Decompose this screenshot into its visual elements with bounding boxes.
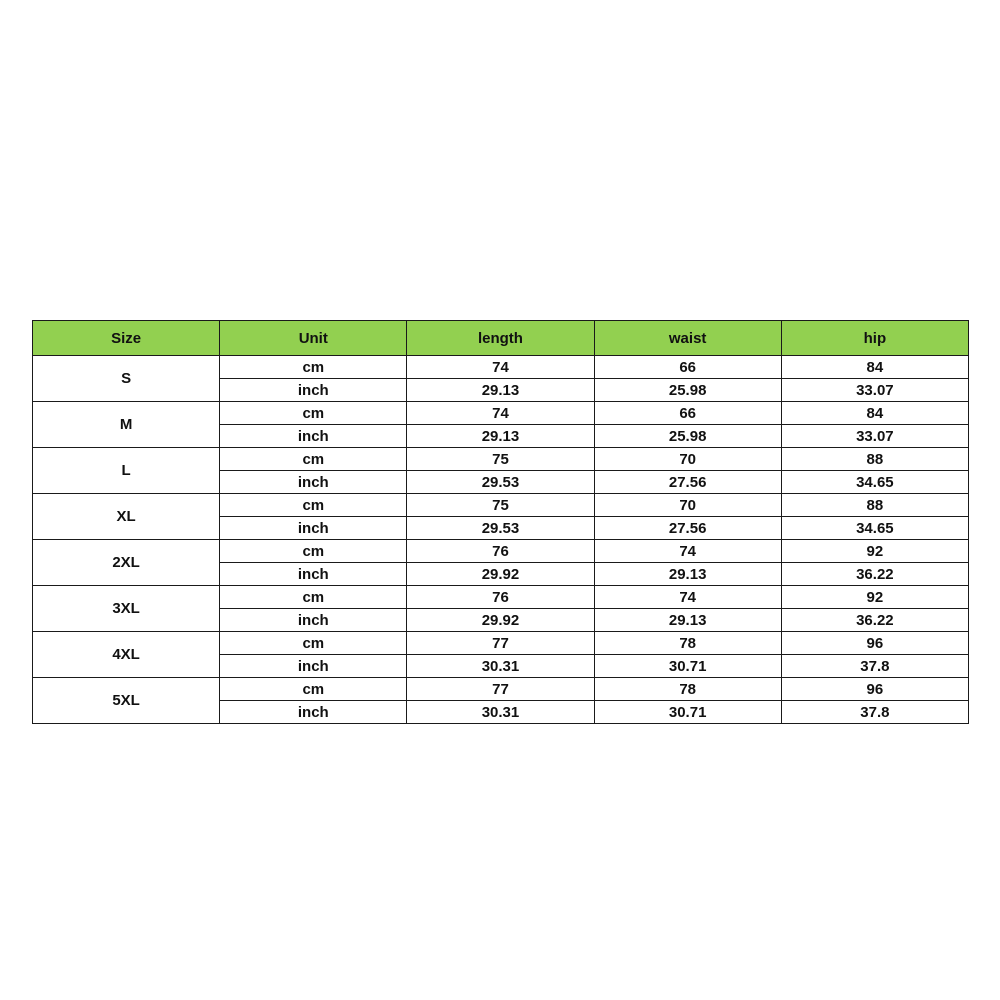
unit-cell: inch [220,563,407,586]
header-size: Size [33,321,220,356]
hip-cell: 36.22 [781,563,968,586]
size-cell: XL [33,494,220,540]
table-row [33,356,969,379]
table-row [33,632,969,655]
waist-cell: 74 [594,586,781,609]
table-row [33,678,969,701]
waist-cell: 27.56 [594,517,781,540]
length-cell: 75 [407,448,594,471]
size-cell: 5XL [33,678,220,724]
hip-cell: 92 [781,540,968,563]
length-cell: 75 [407,494,594,517]
hip-cell: 34.65 [781,471,968,494]
hip-cell: 84 [781,356,968,379]
waist-cell: 25.98 [594,425,781,448]
size-cell: L [33,448,220,494]
waist-cell: 78 [594,678,781,701]
table-row [33,402,969,425]
length-cell: 29.92 [407,609,594,632]
header-length: length [407,321,594,356]
header-hip: hip [781,321,968,356]
hip-cell: 37.8 [781,655,968,678]
header-waist: waist [594,321,781,356]
unit-cell: cm [220,632,407,655]
length-cell: 77 [407,678,594,701]
waist-cell: 27.56 [594,471,781,494]
hip-cell: 96 [781,678,968,701]
unit-cell: cm [220,494,407,517]
size-cell: 3XL [33,586,220,632]
hip-cell: 33.07 [781,379,968,402]
hip-cell: 33.07 [781,425,968,448]
waist-cell: 29.13 [594,609,781,632]
unit-cell: inch [220,609,407,632]
waist-cell: 74 [594,540,781,563]
waist-cell: 66 [594,356,781,379]
hip-cell: 92 [781,586,968,609]
hip-cell: 84 [781,402,968,425]
length-cell: 74 [407,402,594,425]
unit-cell: cm [220,678,407,701]
header-unit: Unit [220,321,407,356]
hip-cell: 88 [781,448,968,471]
table-header [33,321,969,356]
length-cell: 76 [407,540,594,563]
waist-cell: 66 [594,402,781,425]
size-cell: M [33,402,220,448]
length-cell: 29.13 [407,425,594,448]
unit-cell: cm [220,540,407,563]
length-cell: 30.31 [407,701,594,724]
length-cell: 76 [407,586,594,609]
length-cell: 29.53 [407,517,594,540]
waist-cell: 25.98 [594,379,781,402]
unit-cell: inch [220,701,407,724]
header-row [33,321,969,356]
unit-cell: inch [220,425,407,448]
hip-cell: 88 [781,494,968,517]
length-cell: 30.31 [407,655,594,678]
length-cell: 29.13 [407,379,594,402]
length-cell: 29.92 [407,563,594,586]
unit-cell: inch [220,471,407,494]
length-cell: 29.53 [407,471,594,494]
hip-cell: 34.65 [781,517,968,540]
table-body [33,356,969,724]
unit-cell: cm [220,586,407,609]
size-cell: 2XL [33,540,220,586]
unit-cell: cm [220,356,407,379]
waist-cell: 70 [594,448,781,471]
size-cell: S [33,356,220,402]
unit-cell: inch [220,517,407,540]
unit-cell: inch [220,655,407,678]
table-row [33,448,969,471]
hip-cell: 96 [781,632,968,655]
table-row [33,540,969,563]
waist-cell: 30.71 [594,655,781,678]
waist-cell: 70 [594,494,781,517]
table-row [33,586,969,609]
size-chart-table [32,320,969,724]
hip-cell: 37.8 [781,701,968,724]
hip-cell: 36.22 [781,609,968,632]
length-cell: 74 [407,356,594,379]
waist-cell: 78 [594,632,781,655]
size-cell: 4XL [33,632,220,678]
unit-cell: cm [220,402,407,425]
waist-cell: 30.71 [594,701,781,724]
unit-cell: inch [220,379,407,402]
length-cell: 77 [407,632,594,655]
waist-cell: 29.13 [594,563,781,586]
unit-cell: cm [220,448,407,471]
table-row [33,494,969,517]
